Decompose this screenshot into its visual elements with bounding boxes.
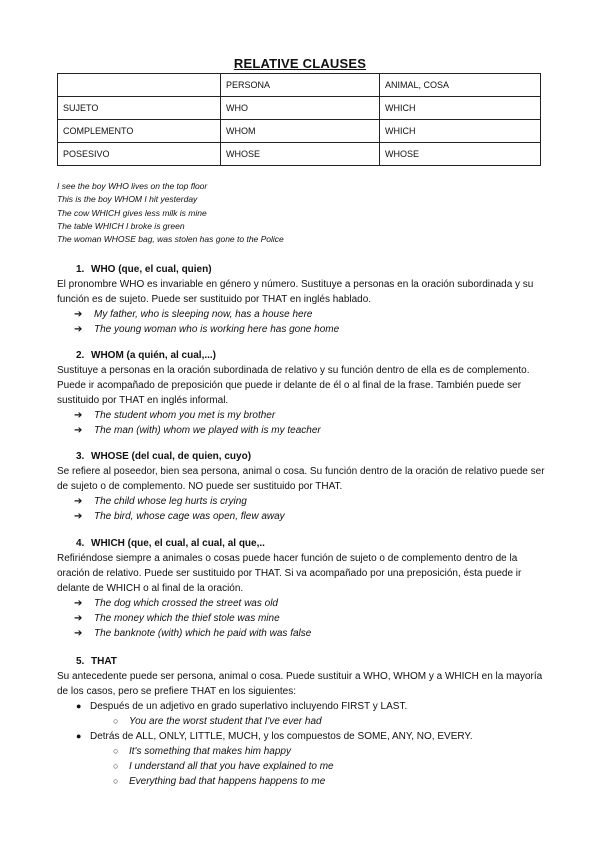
section-text: El pronombre WHO es invariable en género y número. Sustituye a personas en la oración subordinada y su función es de sujeto. Puede ser sustituido por THAT en inglés hablado. <box>57 279 534 305</box>
section-text: Se refiere al poseedor, bien sea persona, animal o cosa. Su función dentro de la oración de relativo puede ser de sujeto o de complemento. NO puede ser sustituido por THAT. <box>57 466 545 492</box>
relative-pronouns-table <box>57 73 541 166</box>
circle-bullet-icon: ○ <box>113 776 119 786</box>
arrow-icon: ➔ <box>74 511 83 522</box>
circle-bullet-icon: ○ <box>113 746 119 756</box>
bullet-item: ● Detrás de ALL, ONLY, LITTLE, MUCH, y los compuestos de SOME, ANY, NO, EVERY. <box>76 731 473 742</box>
arrow-icon: ➔ <box>74 324 83 335</box>
table-cell: ANIMAL, COSA <box>380 74 541 97</box>
example-item: ➔ The money which the thief stole was mine <box>74 613 280 624</box>
table-cell: WHO <box>221 97 380 120</box>
arrow-icon: ➔ <box>74 425 83 436</box>
sub-example-item: ○ It's something that makes him happy <box>113 746 291 757</box>
section-heading: 2. WHOM (a quién, al cual,...) <box>76 350 217 361</box>
section-that <box>57 654 547 789</box>
example-sentence: The table WHICH I broke is green <box>57 220 185 231</box>
bullet-icon: ● <box>76 701 82 711</box>
bullet-icon: ● <box>76 731 82 741</box>
arrow-icon: ➔ <box>74 598 83 609</box>
example-item: ➔ The man (with) whom we played with is my teacher <box>74 425 321 436</box>
section-text: Refiriéndose siempre a animales o cosas puede hacer función de sujeto o de complemento dentro de la oración de relativo. Puede ser sustituido por THAT. Si va acompañado por una preposición, ésta puede ir delante de WHICH o al final de la oración. <box>57 553 522 594</box>
table-cell: WHOM <box>221 120 380 143</box>
table-row <box>58 120 541 143</box>
example-item: ➔ The young woman who is working here has gone home <box>74 324 340 335</box>
example-sentence: This is the boy WHOM I hit yesterday <box>57 194 198 205</box>
table-cell: POSESIVO <box>58 143 221 166</box>
example-item: ➔ The banknote (with) which he paid with was false <box>74 628 312 639</box>
section-heading: 1. WHO (que, el cual, quien) <box>76 264 212 275</box>
arrow-icon: ➔ <box>74 496 83 507</box>
section-heading: 3. WHOSE (del cual, de quien, cuyo) <box>76 451 252 462</box>
arrow-icon: ➔ <box>74 309 83 320</box>
example-item: ➔ The dog which crossed the street was old <box>74 598 278 609</box>
sub-example-item: ○ You are the worst student that I've ever had <box>113 716 322 727</box>
example-sentences <box>57 180 284 246</box>
section-whose <box>57 449 547 524</box>
example-item: ➔ My father, who is sleeping now, has a house here <box>74 309 313 320</box>
table-cell: WHOSE <box>221 143 380 166</box>
table-cell: WHICH <box>380 120 541 143</box>
section-heading: 4. WHICH (que, el cual, al cual, al que,.. <box>76 538 265 549</box>
table-cell: PERSONA <box>221 74 380 97</box>
section-text: Su antecedente puede ser persona, animal o cosa. Puede sustituir a WHO, WHOM y a WHICH en la mayoría de los casos, pero se prefiere THAT en los siguientes: <box>57 671 543 697</box>
table-cell: COMPLEMENTO <box>58 120 221 143</box>
section-which <box>57 536 547 641</box>
example-item: ➔ The child whose leg hurts is crying <box>74 496 247 507</box>
table-header-row <box>58 74 541 97</box>
arrow-icon: ➔ <box>74 613 83 624</box>
section-text: Sustituye a personas en la oración subordinada de relativo y su función dentro de ella es de complemento. Puede ir acompañado de preposición que puede ir delante de él o al final de la frase. También puede ser sustituido por THAT en inglés informal. <box>57 365 530 406</box>
page-title: RELATIVE CLAUSES <box>233 56 367 71</box>
table-cell: WHICH <box>380 97 541 120</box>
arrow-icon: ➔ <box>74 628 83 639</box>
circle-bullet-icon: ○ <box>113 761 119 771</box>
arrow-icon: ➔ <box>74 410 83 421</box>
section-heading: 5. THAT <box>76 656 117 667</box>
table-cell: WHOSE <box>380 143 541 166</box>
bullet-item: ● Después de un adjetivo en grado superlativo incluyendo FIRST y LAST. <box>76 701 408 712</box>
example-sentence: The cow WHICH gives less milk is mine <box>57 207 207 218</box>
section-whom <box>57 348 547 438</box>
example-sentence: I see the boy WHO lives on the top floor <box>57 181 208 191</box>
circle-bullet-icon: ○ <box>113 716 119 726</box>
table-row <box>58 143 541 166</box>
table-row <box>58 97 541 120</box>
sub-example-item: ○ Everything bad that happens happens to me <box>113 776 326 787</box>
section-who <box>57 262 547 337</box>
example-item: ➔ The student whom you met is my brother <box>74 410 276 421</box>
example-sentence: The woman WHOSE bag, was stolen has gone to the Police <box>57 234 284 245</box>
table-cell <box>58 74 221 97</box>
sub-example-item: ○ I understand all that you have explained to me <box>113 761 334 772</box>
table-cell: SUJETO <box>58 97 221 120</box>
example-item: ➔ The bird, whose cage was open, flew away <box>74 511 285 522</box>
